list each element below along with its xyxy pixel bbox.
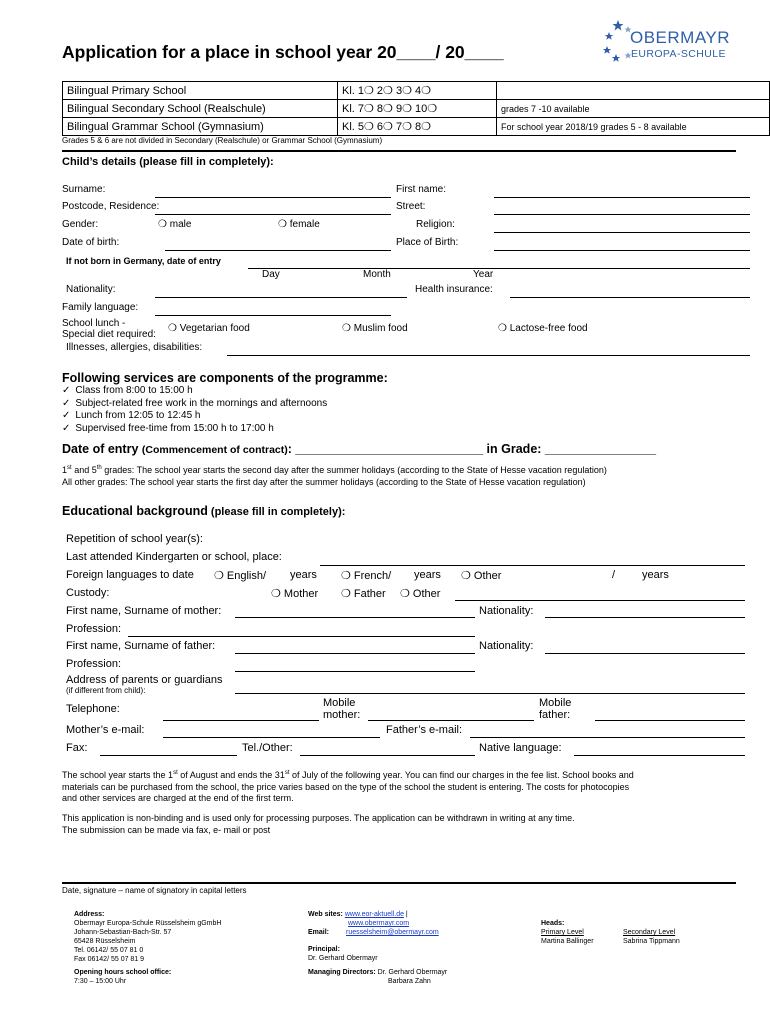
footer-directors <box>308 968 447 986</box>
father-profession-label: Profession: <box>66 658 122 670</box>
native-language-label: Native language: <box>479 742 562 754</box>
list-item: ✓ Class from 8:00 to 15:00 h <box>62 385 327 398</box>
primary-level-name: Martina Ballinger <box>541 938 594 945</box>
web-heading: Web sites: <box>308 911 343 918</box>
edu-heading-sub: (please fill in completely): <box>207 506 346 518</box>
illness-label: Illnesses, allergies, disabilities: <box>66 342 203 353</box>
father-profession-field[interactable] <box>235 671 475 672</box>
mother-name-label: First name, Surname of mother: <box>66 605 222 617</box>
address-line: Tel. 06142/ 55 07 81 0 <box>74 947 144 954</box>
school-name: Bilingual Grammar School (Gymnasium) <box>63 118 338 136</box>
entry-note-1 <box>62 465 607 475</box>
edu-heading <box>62 504 345 518</box>
father-name-label: First name, Surname of father: <box>66 640 216 652</box>
class-note <box>497 82 770 100</box>
pob-field[interactable] <box>494 250 750 251</box>
fax-label: Fax: <box>66 742 88 754</box>
info-sup: st <box>173 770 178 776</box>
nationality-label: Nationality: <box>66 284 116 295</box>
directors-heading: Managing Directors: <box>308 969 376 976</box>
list-item: ✓ Lunch from 12:05 to 12:45 h <box>62 410 327 423</box>
web-link-1[interactable]: www.eor-aktuell.de <box>344 911 404 918</box>
female-radio[interactable]: ❍ female <box>278 219 320 230</box>
religion-field[interactable] <box>494 232 750 233</box>
info-line: The submission can be made via fax, e- mail or post <box>62 824 271 835</box>
entry-note-text: 1 <box>62 465 68 475</box>
logo-line2: EUROPA-SCHULE <box>631 48 726 60</box>
repetition-label: Repetition of school year(s): <box>66 533 203 545</box>
date-of-entry-row <box>62 442 656 456</box>
mother-email-field[interactable] <box>163 737 380 738</box>
mother-nationality-field[interactable] <box>545 617 745 618</box>
address-line: 65428 Rüsselsheim <box>74 938 136 945</box>
address-line: Obermayr Europa-Schule Rüsselsheim gGmbH <box>74 920 222 927</box>
info-text: The school year starts the 1 <box>62 770 174 780</box>
address-note: (if different from child): <box>66 686 146 695</box>
other-language-checkbox[interactable]: ❍ Other <box>461 570 502 582</box>
class-note: For school year 2018/19 grades 5 - 8 available <box>497 118 770 136</box>
address-line: Fax 06142/ 55 07 81 9 <box>74 956 145 963</box>
primary-level-label: Primary Level <box>541 929 584 936</box>
signature-label: Date, signature – name of signatory in capital letters <box>62 886 247 895</box>
entry-grade-fields[interactable]: : ___________________________ in Grade: ________________ <box>287 442 657 456</box>
mother-email-label: Mother’s e-mail: <box>66 724 145 736</box>
footer-principal <box>308 945 378 963</box>
director-name: Barbara Zahn <box>388 978 431 985</box>
footer-address <box>74 910 221 964</box>
address-label: Address of parents or guardians <box>66 674 223 686</box>
list-item: ✓ Supervised free-time from 15:00 h to 17:00 h <box>62 423 327 436</box>
entry-note-2: All other grades: The school year starts the first day after the summer holidays (according to the State of Hesse vacation regulation) <box>62 477 586 487</box>
not-born-label: If not born in Germany, date of entry <box>66 256 221 266</box>
mobile-mother-field[interactable] <box>368 720 534 721</box>
services-heading: Following services are components of the programme: <box>62 371 388 385</box>
custody-field[interactable] <box>455 600 745 601</box>
mother-nationality-label: Nationality: <box>479 605 534 617</box>
class-options[interactable]: Kl. 1❍ 2❍ 3❍ 4❍ <box>338 82 497 100</box>
month-label: Month <box>363 269 391 280</box>
years-label: years <box>414 569 441 581</box>
male-radio[interactable]: ❍ male <box>158 219 192 230</box>
muslim-checkbox[interactable]: ❍ Muslim food <box>342 323 408 334</box>
religion-label: Religion: <box>416 219 455 230</box>
first-name-field[interactable] <box>494 197 750 198</box>
entry-note-text: grades: The school year starts the second day after the summer holidays (according to the State of Hesse vacation regulation) <box>101 465 607 475</box>
first-name-label: First name: <box>396 184 447 195</box>
lactose-checkbox[interactable]: ❍ Lactose-free food <box>498 323 588 334</box>
father-nationality-label: Nationality: <box>479 640 534 652</box>
native-language-field[interactable] <box>574 755 745 756</box>
email-link[interactable]: ruesselsheim@obermayr.com <box>346 929 439 936</box>
year-label: Year <box>473 269 494 280</box>
info-line: and other services are charged at the end of the first term. <box>62 793 294 803</box>
info-text: of August and ends the 31 <box>177 770 285 780</box>
page-title: Application for a place in school year 20____/ 20____ <box>62 42 504 62</box>
mobile-mother-label-2: mother: <box>323 709 361 721</box>
years-label: years <box>642 569 669 581</box>
special-diet-label: Special diet required: <box>62 329 156 340</box>
illness-field[interactable] <box>227 355 750 356</box>
services-list <box>62 385 327 435</box>
family-language-label: Family language: <box>62 302 139 313</box>
email-heading: Email: <box>308 929 330 936</box>
kindergarten-field[interactable] <box>320 565 745 566</box>
postcode-field[interactable] <box>155 214 391 215</box>
child-details-heading: Child’s details (please fill in completely): <box>62 156 274 168</box>
web-link-2[interactable]: www.obermayr.com <box>348 920 410 927</box>
grades-note: Grades 5 & 6 are not divided in Secondary (Realschule) or Grammar School (Gymnasium) <box>62 136 383 145</box>
custody-father-checkbox[interactable]: ❍ Father <box>341 588 386 600</box>
custody-mother-checkbox[interactable]: ❍ Mother <box>271 588 319 600</box>
school-logo <box>600 18 750 62</box>
custody-other-checkbox[interactable]: ❍ Other <box>400 588 441 600</box>
info-line: materials can be purchased from the school, the price varies based on the type of the school the student is entering. The costs for photocopies <box>62 781 630 792</box>
info-line: This application is non-binding and is used only for processing purposes. The application can be withdrawn in writing at any time. <box>62 813 575 823</box>
principal-name: Dr. Gerhard Obermayr <box>308 955 378 962</box>
signature-field[interactable] <box>62 882 736 884</box>
table-row <box>63 82 770 100</box>
secondary-level-name: Sabrina Tippmann <box>623 938 680 945</box>
lunch-label: School lunch - <box>62 318 126 329</box>
edu-heading-main: Educational background <box>62 504 208 518</box>
hours-value: 7:30 – 15:00 Uhr <box>74 978 127 985</box>
address-heading: Address: <box>74 911 105 918</box>
surname-label: Surname: <box>62 184 106 195</box>
mother-name-field[interactable] <box>235 617 475 618</box>
tel-other-field[interactable] <box>300 755 475 756</box>
footer-secondary <box>623 928 680 946</box>
entry-note-sup: st <box>67 465 72 471</box>
mobile-father-label-1: Mobile <box>539 697 572 709</box>
tel-other-label: Tel./Other: <box>242 742 293 754</box>
mobile-father-field[interactable] <box>595 720 745 721</box>
custody-label: Custody: <box>66 587 110 599</box>
school-name: Bilingual Secondary School (Realschule) <box>63 100 338 118</box>
address-field[interactable] <box>235 693 745 694</box>
school-name: Bilingual Primary School <box>63 82 338 100</box>
divider <box>62 150 736 152</box>
french-checkbox[interactable]: ❍ French/ <box>341 570 392 582</box>
nationality-field[interactable] <box>155 297 407 298</box>
hours-heading: Opening hours school office: <box>74 969 172 976</box>
heads-heading: Heads: <box>541 920 565 927</box>
footer-web <box>308 910 439 937</box>
slash-label: / <box>612 569 616 581</box>
director-name: Dr. Gerhard Obermayr <box>375 969 448 976</box>
class-options[interactable]: Kl. 5❍ 6❍ 7❍ 8❍ <box>338 118 497 136</box>
english-checkbox[interactable]: ❍ English/ <box>214 570 267 582</box>
street-field[interactable] <box>494 214 750 215</box>
dob-label: Date of birth: <box>62 237 120 248</box>
footer-hours <box>74 968 171 986</box>
list-item: ✓ Subject-related free work in the mornings and afternoons <box>62 398 327 411</box>
telephone-field[interactable] <box>163 720 319 721</box>
telephone-label: Telephone: <box>66 703 120 715</box>
footer-heads <box>541 919 594 946</box>
mobile-father-label-2: father: <box>539 709 571 721</box>
mobile-mother-label-1: Mobile <box>323 697 356 709</box>
class-note: grades 7 -10 available <box>497 100 770 118</box>
entry-note-sup: th <box>96 465 102 471</box>
mother-profession-field[interactable] <box>128 636 475 637</box>
class-options[interactable]: Kl. 7❍ 8❍ 9❍ 10❍ <box>338 100 497 118</box>
date-of-entry-label: Date of entry <box>62 442 139 456</box>
date-of-entry-field[interactable] <box>248 268 750 269</box>
web-separator: | <box>403 911 408 918</box>
commencement-label: (Commencement of contract) <box>141 444 288 456</box>
family-language-field[interactable] <box>155 315 391 316</box>
school-type-table <box>62 81 770 136</box>
school-year-info <box>62 768 634 805</box>
info-sup: st <box>284 770 290 776</box>
fax-field[interactable] <box>100 755 237 756</box>
health-insurance-field[interactable] <box>510 297 750 298</box>
surname-field[interactable] <box>155 197 391 198</box>
health-insurance-label: Health insurance: <box>415 284 493 295</box>
vegetarian-checkbox[interactable]: ❍ Vegetarian food <box>168 323 250 334</box>
gender-label: Gender: <box>62 219 99 230</box>
non-binding-info <box>62 813 575 836</box>
father-nationality-field[interactable] <box>545 653 745 654</box>
secondary-level-label: Secondary Level <box>623 929 676 936</box>
table-row <box>63 100 770 118</box>
table-row <box>63 118 770 136</box>
principal-heading: Principal: <box>308 946 340 953</box>
postcode-label: Postcode, Residence: <box>62 201 160 212</box>
father-email-field[interactable] <box>470 737 745 738</box>
father-email-label: Father’s e-mail: <box>386 724 463 736</box>
father-name-field[interactable] <box>235 653 475 654</box>
dob-field[interactable] <box>165 250 391 251</box>
logo-line1: OBERMAYR <box>630 28 731 47</box>
kindergarten-label: Last attended Kindergarten or school, place: <box>66 551 282 563</box>
day-label: Day <box>262 269 280 280</box>
info-line <box>62 768 634 782</box>
info-text: of July of the following year. You can find our charges in the fee list. School books and <box>289 770 634 780</box>
mother-profession-label: Profession: <box>66 623 122 635</box>
street-label: Street: <box>396 201 426 212</box>
pob-label: Place of Birth: <box>396 237 459 248</box>
address-line: Johann-Sebastian-Bach-Str. 57 <box>74 929 172 936</box>
entry-note-text: and 5 <box>71 465 97 475</box>
years-label: years <box>290 569 317 581</box>
foreign-languages-label: Foreign languages to date <box>66 569 194 581</box>
